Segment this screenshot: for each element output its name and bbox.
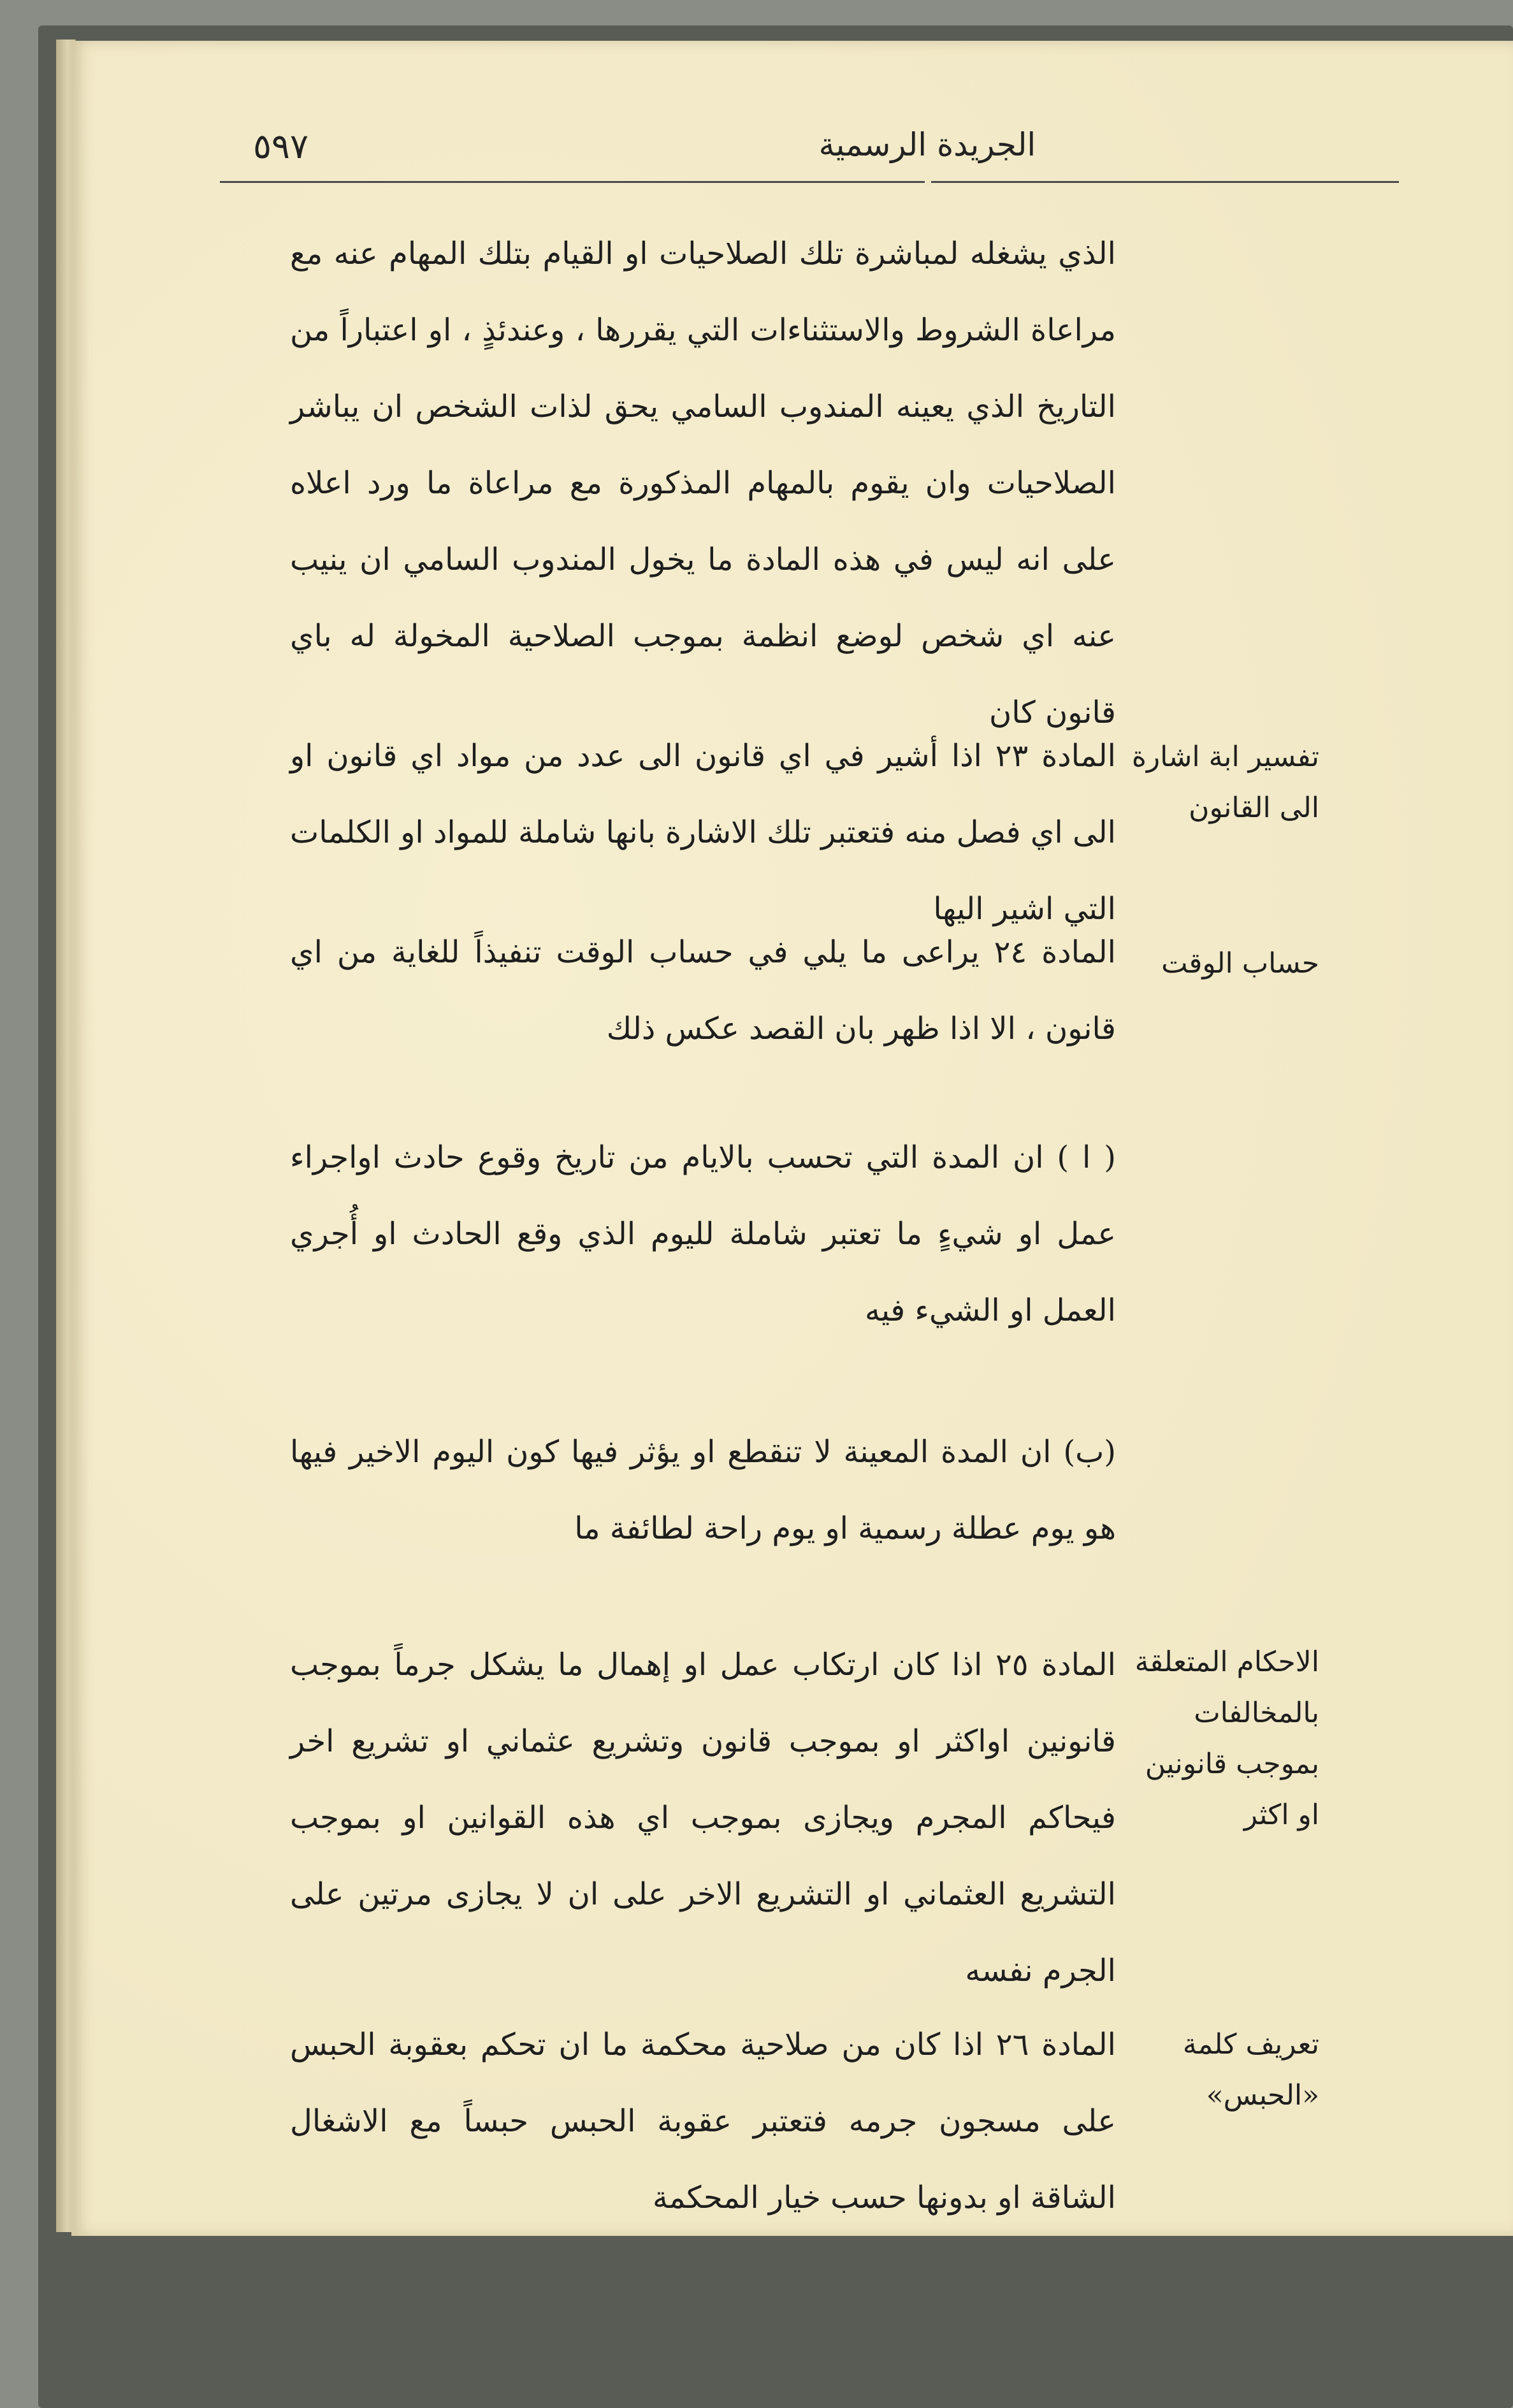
article-25: المادة ٢٥ اذا كان ارتكاب عمل او إهمال ما يشكل جرماً بموجب قانونين اواكثر او بموجب قانون وتشريع عثماني او تشريع اخر فيحاكم المجرم ويجازى بموجب اي هذه القوانين او بموجب التشريع العثماني او التشريع الاخر على ان لا يجازى مرتين على الجرم نفسه bbox=[290, 1647, 1116, 1989]
page-number: ٥٩٧ bbox=[253, 126, 309, 166]
article-23: المادة ٢٣ اذا أشير في اي قانون الى عدد من مواد اي قانون او الى اي فصل منه فتعتبر تلك الاشارة بانها شاملة للمواد او الكلمات التي اشير اليها bbox=[290, 738, 1116, 927]
margin-note-article-26: تعريف كلمة «الحبس» bbox=[1182, 2028, 1319, 2112]
page-header bbox=[220, 126, 1399, 190]
article-24-clause-b: (ب) ان المدة المعينة لا تنقطع او يؤثر فيها كون اليوم الاخير فيها هو يوم عطلة رسمية او يوم راحة لطائفة ما bbox=[290, 1434, 1116, 1546]
header-rule-gap bbox=[925, 177, 931, 186]
header-rule bbox=[220, 181, 1399, 183]
article-24: المادة ٢٤ يراعى ما يلي في حساب الوقت تنفيذاً للغاية من اي قانون ، الا اذا ظهر بان القصد عكس ذلك bbox=[290, 934, 1117, 1047]
continuation-paragraph: الذي يشغله لمباشرة تلك الصلاحيات او القيام بتلك المهام عنه مع مراعاة الشروط والاستثناءات التي يقررها ، وعندئذٍ ، او اعتباراً من التاريخ الذي يعينه المندوب السامي يحق لذات الشخص ان يباشر الصلاحيات وان يقوم بالمهام المذكورة مع مراعاة ما ورد اعلاه على انه ليس في هذه المادة ما يخول المندوب السامي ان ينيب عنه اي شخص لوضع انظمة بموجب الصلاحية المخولة له باي قانون كان bbox=[290, 236, 1116, 730]
running-title: الجريدة الرسمية bbox=[818, 126, 1036, 163]
article-26: المادة ٢٦ اذا كان من صلاحية محكمة ما ان تحكم بعقوبة الحبس على مسجون جرمه فتعتبر عقوبة الحبس حبساً مع الاشغال الشاقة او بدونها حسب خيار المحكمة bbox=[290, 2027, 1116, 2216]
margin-note-article-23: تفسير ابة اشارة الى القانون bbox=[1131, 741, 1319, 824]
margin-note-article-24: حساب الوقت bbox=[1161, 947, 1319, 980]
article-24-clause-a: ( ا ) ان المدة التي تحسب بالايام من تاريخ وقوع حادث اواجراء عمل او شيءٍ ما تعتبر شاملة لليوم الذي وقع الحادث او أُجري العمل او الشيء فيه bbox=[290, 1140, 1117, 1328]
margin-note-article-25: الاحكام المتعلقة بالمخالفات بموجب قانونين او اكثر bbox=[1134, 1646, 1319, 1831]
